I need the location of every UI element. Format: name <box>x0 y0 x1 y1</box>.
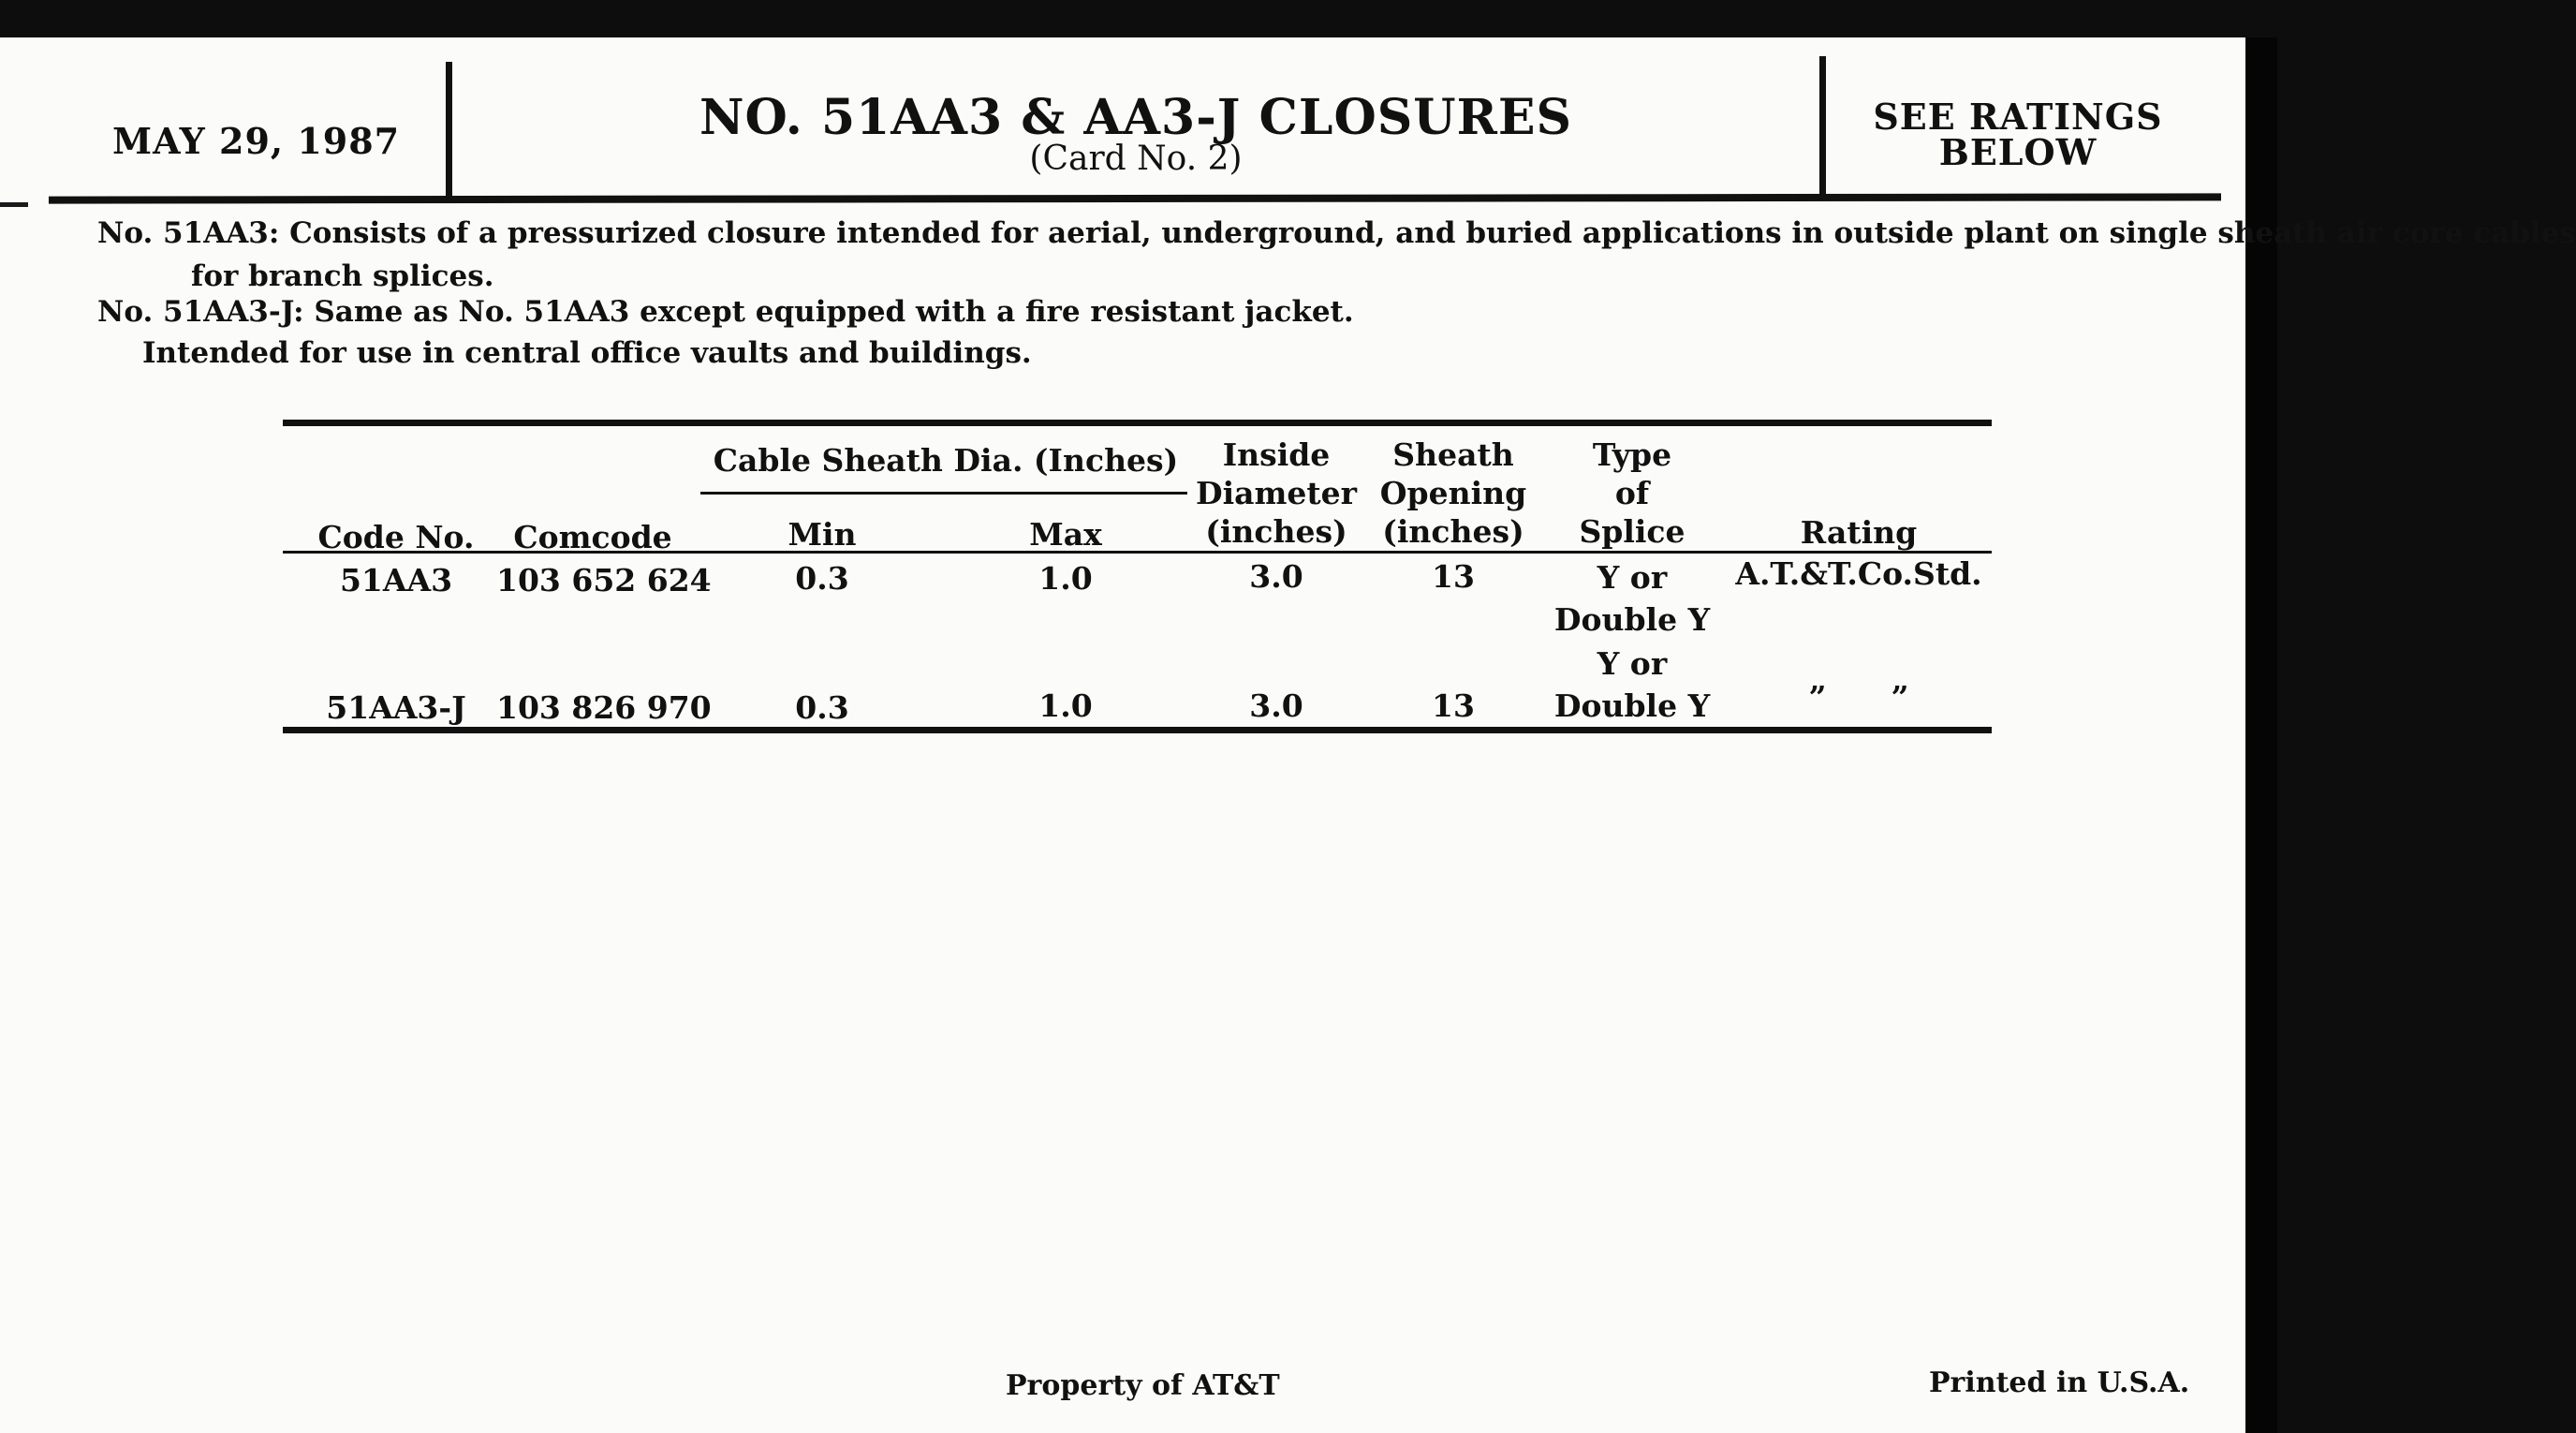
margin-tick <box>0 202 28 207</box>
group-header-cable-sheath: Cable Sheath Dia. (Inches) <box>713 442 1179 479</box>
table-cell-inside: 3.0 <box>1249 687 1303 724</box>
table-cell-max: 1.0 <box>1038 687 1093 724</box>
col-header-max: Max <box>1029 516 1102 553</box>
col-header-rating: Rating <box>1800 514 1918 551</box>
col-header-sheath-opening <box>1376 436 1530 551</box>
table-cell-max: 1.0 <box>1038 560 1093 597</box>
col-header-type-line-2: of <box>1614 475 1650 511</box>
col-header-sheath-line-1: Sheath <box>1392 436 1514 473</box>
col-header-inside-line-3: (inches) <box>1205 513 1347 550</box>
table-cell-type-line-2: Double Y <box>1553 601 1711 638</box>
description-line-3: Intended for use in central office vaults and buildings. <box>142 336 1032 370</box>
page-title: NO. 51AA3 & AA3-J CLOSURES <box>699 89 1573 146</box>
footer-printed: Printed in U.S.A. <box>1929 1367 2190 1399</box>
ratings-line-1: SEE RATINGS <box>1873 96 2163 138</box>
description-line-1-continued: for branch splices. <box>191 259 494 293</box>
table-cell-rating: A.T.&T.Co.Std. <box>1735 555 1982 592</box>
header-divider-right <box>1819 56 1826 197</box>
page-subtitle: (Card No. 2) <box>1029 140 1243 178</box>
col-header-type-line-1: Type <box>1592 436 1672 473</box>
footer-property: Property of AT&T <box>1006 1369 1280 1402</box>
ratings-line-2: BELOW <box>1938 131 2098 173</box>
table-cell-type <box>1545 556 1719 641</box>
table-cell-type-line-1: Y or <box>1597 559 1668 596</box>
col-header-sheath-line-3: (inches) <box>1382 513 1524 550</box>
table-cell-type-line-2: Double Y <box>1553 687 1711 724</box>
table-top-rule <box>283 420 1992 426</box>
col-header-inside-diameter <box>1194 436 1359 551</box>
col-header-inside-line-1: Inside <box>1222 436 1331 473</box>
col-header-code: Code No. <box>317 519 475 555</box>
table-cell-rating-ditto: ” ” <box>1808 679 1909 716</box>
table-cell-comcode: 103 652 624 <box>496 562 712 598</box>
description-line-1: No. 51AA3: Consists of a pressurized closure intended for aerial, underground, and buried applications in outside plant on single sheath air core cables <box>97 216 2576 250</box>
table-cell-code: 51AA3-J <box>326 689 466 726</box>
table-cell-min: 0.3 <box>795 689 849 726</box>
col-header-comcode: Comcode <box>513 519 672 555</box>
table-cell-sheath: 13 <box>1432 558 1475 595</box>
col-header-inside-line-2: Diameter <box>1195 475 1358 511</box>
table-cell-min: 0.3 <box>795 560 849 597</box>
table-cell-comcode: 103 826 970 <box>496 689 712 726</box>
header-date: MAY 29, 1987 <box>112 120 401 162</box>
table-cell-type <box>1545 643 1719 727</box>
table-cell-inside: 3.0 <box>1249 558 1303 595</box>
col-header-min: Min <box>788 516 857 553</box>
col-header-type-of-splice <box>1545 436 1719 551</box>
table-cell-code: 51AA3 <box>339 562 453 598</box>
group-header-rule <box>700 492 1187 495</box>
header-divider-left <box>446 62 452 202</box>
col-header-sheath-line-2: Opening <box>1379 475 1527 511</box>
header-ratings-note <box>1826 96 2210 173</box>
description-line-2: No. 51AA3-J: Same as No. 51AA3 except equipped with a fire resistant jacket. <box>97 295 1354 329</box>
table-cell-type-line-1: Y or <box>1597 645 1668 682</box>
table-bottom-rule <box>283 727 1992 733</box>
col-header-type-line-3: Splice <box>1579 513 1685 550</box>
table-cell-sheath: 13 <box>1432 687 1475 724</box>
